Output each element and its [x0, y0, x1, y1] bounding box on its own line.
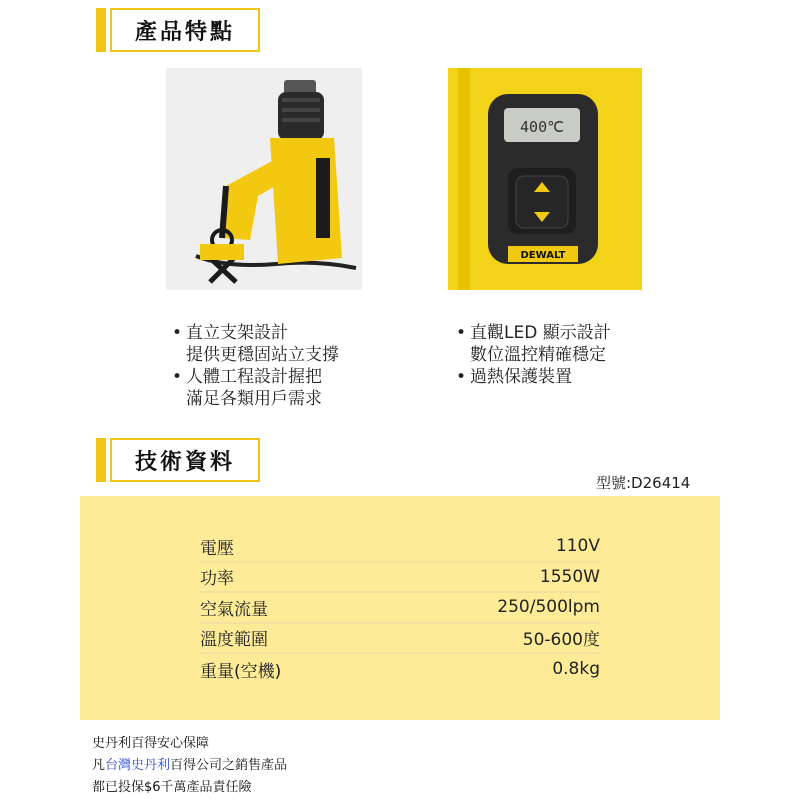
feature-item-detail: 滿足各類用戶需求 — [186, 389, 322, 409]
spec-value: 110V — [555, 536, 600, 557]
feature-list-left — [172, 322, 339, 410]
spec-label: 功率 — [200, 569, 234, 590]
spec-label: 空氣流量 — [200, 599, 268, 620]
footer-line: 史丹利百得安心保障 — [92, 736, 210, 751]
specs-section-header — [96, 438, 260, 482]
spec-value: 0.8kg — [552, 659, 600, 680]
features-section-title: 產品特點 — [110, 8, 260, 52]
feature-item: • 直立支架設計 — [172, 322, 339, 344]
spec-label: 溫度範圍 — [200, 630, 268, 651]
feature-item: • 人體工程設計握把 — [172, 366, 339, 388]
spec-row — [200, 532, 600, 563]
brand-logo: DEWALT — [520, 250, 566, 261]
spec-panel — [80, 496, 720, 720]
feature-item: • 過熱保護裝置 — [456, 366, 611, 388]
header-accent-bar — [96, 438, 106, 482]
spec-value: 250/500lpm — [497, 597, 600, 618]
spec-row — [200, 593, 600, 624]
spec-label: 重量(空機) — [200, 661, 282, 682]
feature-list-right — [456, 322, 611, 388]
spec-row — [200, 654, 600, 685]
feature-item-detail: 提供更穩固站立支撐 — [186, 345, 339, 365]
spec-row — [200, 563, 600, 594]
feature-item-detail: 數位溫控精確穩定 — [470, 345, 606, 365]
footer-line: 都已投保$6千萬產品責任險 — [92, 780, 252, 795]
spec-value: 50-600度 — [522, 630, 600, 651]
features-section-header — [96, 8, 260, 52]
spec-table — [200, 532, 600, 685]
display-reading: 400℃ — [520, 118, 564, 136]
led-display-photo — [448, 68, 642, 290]
spec-row — [200, 624, 600, 655]
model-number: 型號:D26414 — [596, 474, 691, 492]
feature-item: • 直觀LED 顯示設計 — [456, 322, 611, 344]
specs-section-title: 技術資料 — [110, 438, 260, 482]
company-highlight: 台灣史丹利 — [105, 758, 171, 773]
heat-gun-stand-photo — [166, 68, 362, 290]
header-accent-bar — [96, 8, 106, 52]
footer-text: 百得公司之銷售產品 — [170, 758, 288, 773]
footer-line — [92, 755, 287, 777]
warranty-footer — [92, 733, 287, 799]
footer-text: 凡 — [92, 758, 106, 773]
spec-label: 電壓 — [200, 538, 234, 559]
spec-value: 1550W — [539, 566, 600, 587]
